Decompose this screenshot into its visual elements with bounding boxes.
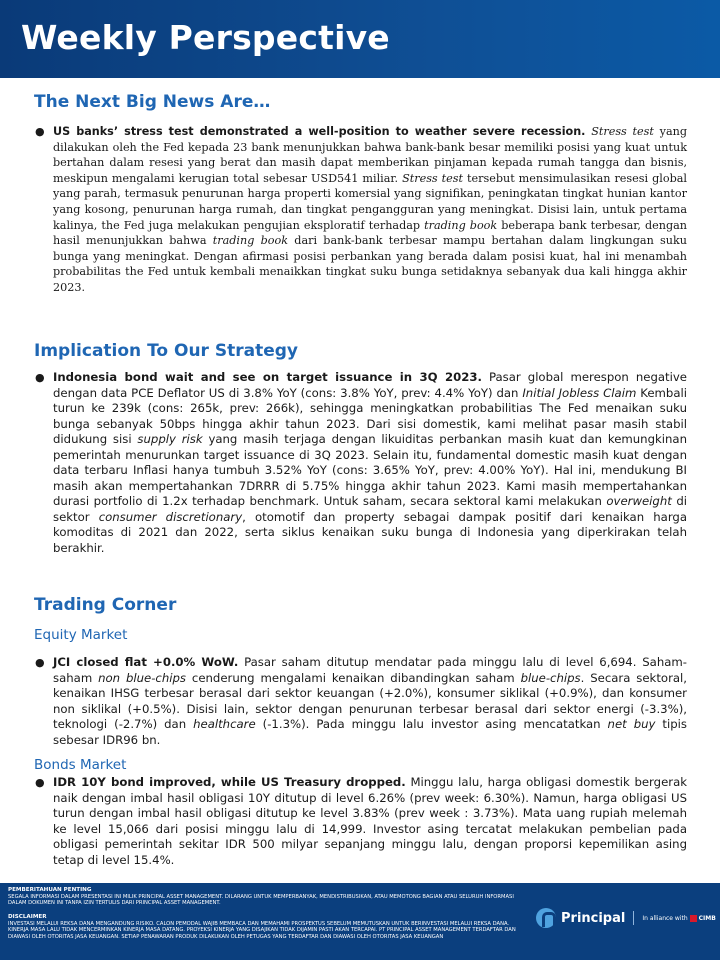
bullet-icon: ● <box>35 371 45 384</box>
paragraph-lead: US banks’ stress test demonstrated a well-position to weather severe recession. <box>53 125 586 138</box>
paragraph-stress-test <box>53 124 687 296</box>
text-run: yang masih terjaga dengan likuiditas perbankan masih kuat dan kemungkinan pemerintah menurunkan target issuance di 3Q 2023. Selain itu, fundamental domestic masih kuat dengan data terbaru Inflasi hanya tumbuh 3.52% YoY (cons: 3.65% YoY, prev: 4.00% YoY). Hal ini, mendukung BI masih akan mempertahankan 7DRRR di 5.75% hingga akhir tahun 2023. Kami masih mempertahankan durasi portfolio di 1.2x terhadap benchmark. Untuk saham, secara sektoral kami melakukan <box>53 432 687 508</box>
cimb-icon <box>690 915 697 922</box>
logo-text: Principal <box>561 910 626 926</box>
principal-logo-icon <box>536 908 556 928</box>
italic-run: overweight <box>606 494 672 508</box>
italic-run: trading book <box>212 234 289 248</box>
footer-notice <box>8 887 528 907</box>
notice-heading: PEMBERITAHUAN PENTING <box>8 887 92 893</box>
text-run: yang dilakukan oleh the Fed kepada 23 bank menunjukkan bahwa bank-bank besar memiliki posisi yang kuat untuk bertahan dalam resesi yang berat dan masih dapat memberikan pinjaman kepada rumah tangga dan bisnis, meskipun mengalami kerugian total sebesar USD541 miliar. <box>53 125 688 185</box>
italic-run: healthcare <box>193 717 256 731</box>
italic-run: Stress test <box>591 125 654 138</box>
italic-run: Stress test <box>402 171 464 185</box>
section-title-trading-corner: Trading Corner <box>34 595 177 615</box>
text-run: dari bank-bank terbesar mampu bertahan dalam lingkungan suku bunga yang meningkat. Dengan afirmasi posisi perbankan yang berada dalam posisi kuat, hal ini menambah probabilitas the Fed untuk kembali menaikkan tingkat suku bunga setidaknya sebanyak dua kali hingga akhir 2023. <box>53 234 687 294</box>
logo-divider <box>633 911 634 925</box>
paragraph-bonds <box>53 775 687 868</box>
principal-logo <box>536 906 716 930</box>
text-run: tersebut mensimulasikan resesi global yang parah, termasuk penurunan harga properti komersial yang signifikan, peningkatan tingkat hunian kantor yang kosong, penurunan harga rumah, dan tingkat pengangguran yang meningkat. Disisi lain, untuk pertama kalinya, the Fed juga melakukan pengujian eksploratif terhadap <box>53 171 687 232</box>
paragraph-lead: JCI closed flat +0.0% WoW. <box>53 655 239 669</box>
text-run: (-1.3%). Pada minggu lalu investor asing mencatatkan <box>255 717 608 731</box>
paragraph-indonesia-bond <box>53 370 687 556</box>
bullet-icon: ● <box>35 656 45 669</box>
alliance-label: In alliance with <box>642 914 688 922</box>
section-title-next-big-news: The Next Big News Are… <box>34 92 271 112</box>
italic-run: trading book <box>424 218 498 232</box>
text-run: cenderung mengalami kenaikan dibandingkan saham <box>186 670 521 685</box>
notice-body: SEGALA INFORMASI DALAM PRESENTASI INI MILIK PRINCIPAL ASSET MANAGEMENT. DILARANG UNTUK MEMPERBANYAK, MENDISTRIBUSIKAN, ATAU MEMOTONG BAGIAN ATAU SELURUH INFORMASI DALAM DOKUMEN INI TANPA IZIN TERTULIS DARI PRINCIPAL ASSET MANAGEMENT. <box>8 893 514 907</box>
subtitle-equity-market: Equity Market <box>34 627 128 643</box>
paragraph-lead: IDR 10Y bond improved, while US Treasury dropped. <box>53 775 406 789</box>
page-title: Weekly Perspective <box>21 18 390 57</box>
disclaimer-body: INVESTASI MELALUI REKSA DANA MENGANDUNG RISIKO. CALON PEMODAL WAJIB MEMBACA DAN MEMAHAMI PROSPEKTUS SEBELUM MEMUTUSKAN UNTUK BERINVESTASI MELALUI REKSA DANA. KINERJA MASA LALU TIDAK MENCERMINKAN KINERJA MASA DATANG. PROYEKSI KINERJA YANG DISAJIKAN TIDAK DIJAMIN PASTI AKAN TERCAPAI. PT PRINCIPAL ASSET MANAGEMENT TERDAFTAR DAN DIAWASI OLEH OTORITAS JASA KEUANGAN. SETIAP PENAWARAN PRODUK DILAKUKAN OLEH PETUGAS YANG TERDAFTAR DAN DIAWASI OLEH OTORITAS JASA KEUANGAN <box>8 920 516 940</box>
paragraph-equity <box>53 655 687 748</box>
text-run: beberapa bank terbesar, dengan hasil menunjukkan bahwa <box>53 218 687 248</box>
italic-run: consumer discretionary <box>98 509 243 524</box>
section-title-implication: Implication To Our Strategy <box>34 341 298 361</box>
page-header <box>0 0 720 78</box>
cimb-label: CIMB <box>698 914 716 922</box>
text-run: Pasar global merespon negative dengan data PCE Deflator US di 3.8% YoY (cons: 3.8% YoY, prev: 4.4% YoY) dan <box>53 370 687 400</box>
paragraph-lead: Indonesia bond wait and see on target issuance in 3Q 2023. <box>53 370 482 384</box>
bullet-icon: ● <box>35 776 45 789</box>
italic-run: Initial Jobless Claim <box>522 385 637 400</box>
italic-run: net buy <box>607 717 656 731</box>
text-run: Minggu lalu, harga obligasi domestik bergerak naik dengan imbal hasil obligasi 10Y ditutup di level 6.26% (prev week: 6.30%). Namun, harga obligasi US turun dengan imbal hasil obligasi ditutup ke level 3.83% (prev week : 3.73%). Mata uang rupiah melemah ke level 15,066 dari posisi minggu lalu di 14,999. Investor asing tercatat melakukan pembelian pada obligasi pemerintah sekitar IDR 500 milyar sepanjang minggu lalu, dengan proporsi kepemilikan asing tetap di level 15.4%. <box>53 775 687 867</box>
italic-run: blue-chips <box>520 670 581 685</box>
subtitle-bonds-market: Bonds Market <box>34 757 127 773</box>
italic-run: supply risk <box>137 432 203 446</box>
text-run: . Secara sektoral, kenaikan IHSG terbesar berasal dari sektor keuangan (+2.0%), konsumer siklikal (+0.9%), dan konsumer non siklikal (+0.5%). Disisi lain, sektor dengan penurunan terbesar berasal dari sektor energi (-3.3%), teknologi (-2.7%) dan <box>53 670 687 731</box>
disclaimer-heading: DISCLAIMER <box>8 914 47 920</box>
text-run: Pasar saham ditutup mendatar pada minggu lalu di level 6,694. Saham-saham <box>53 655 687 685</box>
footer-disclaimer <box>8 914 528 940</box>
text-run: di sektor <box>53 494 687 524</box>
text-run: tipis sebesar IDR96 bn. <box>53 717 688 747</box>
text-run: Kembali turun ke 239k (cons: 265k, prev: 266k), sehingga meningkatkan probabilitias The Fed menaikan suku bunga sebanyak 50bps hingga akhir tahun 2023. Dari sisi domestik, kami melihat pasar masih stabil didukung sisi <box>53 385 688 446</box>
bullet-icon: ● <box>35 125 45 138</box>
alliance-text <box>642 915 715 922</box>
italic-run: non blue-chips <box>98 670 187 685</box>
text-run: , otomotif dan property sebagai dampak positif dari kenaikan harga komoditas di 2021 dan 2022, serta siklus kenaikan suku bunga di Indonesia yang diperkirakan telah berakhir. <box>53 509 687 555</box>
